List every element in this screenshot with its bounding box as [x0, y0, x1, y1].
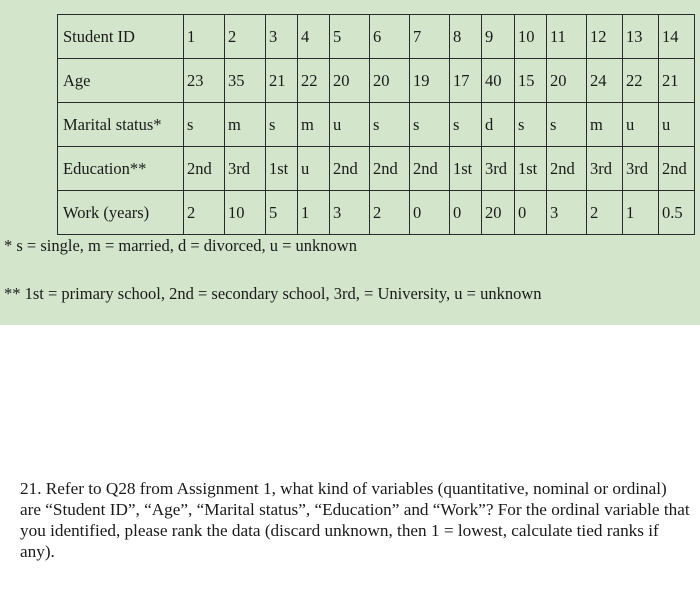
table-cell: s — [370, 103, 410, 147]
table-cell: 3rd — [482, 147, 515, 191]
table-cell: 11 — [547, 15, 587, 59]
table-cell: 2 — [184, 191, 225, 235]
row-header: Student ID — [58, 15, 184, 59]
table-cell: s — [450, 103, 482, 147]
table-cell: 20 — [370, 59, 410, 103]
table-row — [58, 191, 695, 235]
table-cell: 2nd — [370, 147, 410, 191]
table-cell: 20 — [330, 59, 370, 103]
row-header: Age — [58, 59, 184, 103]
table-cell: 1 — [298, 191, 330, 235]
table-cell: 0 — [410, 191, 450, 235]
table-cell: 2nd — [410, 147, 450, 191]
table-cell: 14 — [659, 15, 695, 59]
row-header: Marital status* — [58, 103, 184, 147]
table-cell: 2nd — [184, 147, 225, 191]
table-cell: 3 — [266, 15, 298, 59]
marital-status-legend: * s = single, m = married, d = divorced, u = unknown — [4, 236, 357, 255]
table-row — [58, 59, 695, 103]
table-cell: u — [330, 103, 370, 147]
table-cell: 4 — [298, 15, 330, 59]
table-cell: s — [547, 103, 587, 147]
table-cell: 24 — [587, 59, 623, 103]
table-cell: 0.5 — [659, 191, 695, 235]
table-cell: 5 — [330, 15, 370, 59]
table-cell: m — [298, 103, 330, 147]
table-cell: 3rd — [225, 147, 266, 191]
table-cell: 15 — [515, 59, 547, 103]
table-cell: s — [266, 103, 298, 147]
table-cell: d — [482, 103, 515, 147]
table-cell: 21 — [659, 59, 695, 103]
table-cell: 2 — [370, 191, 410, 235]
table-cell: 2nd — [547, 147, 587, 191]
table-cell: 20 — [547, 59, 587, 103]
table-cell: 10 — [225, 191, 266, 235]
table-row — [58, 15, 695, 59]
table-cell: 0 — [450, 191, 482, 235]
table-cell: 0 — [515, 191, 547, 235]
table-cell: m — [587, 103, 623, 147]
table-cell: 7 — [410, 15, 450, 59]
table-cell: 13 — [623, 15, 659, 59]
table-cell: 17 — [450, 59, 482, 103]
table-cell: 2 — [225, 15, 266, 59]
table-cell: 2nd — [330, 147, 370, 191]
table-cell: 3rd — [587, 147, 623, 191]
table-row — [58, 103, 695, 147]
table-cell: s — [515, 103, 547, 147]
table-cell: 10 — [515, 15, 547, 59]
table-cell: 1st — [450, 147, 482, 191]
table-cell: 2 — [587, 191, 623, 235]
table-cell: 19 — [410, 59, 450, 103]
table-cell: s — [184, 103, 225, 147]
table-cell: 12 — [587, 15, 623, 59]
table-cell: 22 — [623, 59, 659, 103]
table-cell: 1st — [266, 147, 298, 191]
question-21: 21. Refer to Q28 from Assignment 1, what kind of variables (quantitative, nominal or ordinal) are “Student ID”, “Age”, “Marital status”, “Education” and “Work”? For the ordinal variable that you identified, please rank the data (discard unknown, then 1 = lowest, calculate tied ranks if any). — [20, 479, 690, 561]
education-legend: ** 1st = primary school, 2nd = secondary school, 3rd, = University, u = unknown — [4, 284, 542, 303]
table-cell: u — [623, 103, 659, 147]
table-cell: 2nd — [659, 147, 695, 191]
table-cell: u — [659, 103, 695, 147]
row-header: Work (years) — [58, 191, 184, 235]
table-cell: 40 — [482, 59, 515, 103]
table-cell: 6 — [370, 15, 410, 59]
table-row — [58, 147, 695, 191]
table-cell: s — [410, 103, 450, 147]
table-cell: 20 — [482, 191, 515, 235]
table-cell: 8 — [450, 15, 482, 59]
table-cell: 9 — [482, 15, 515, 59]
table-cell: u — [298, 147, 330, 191]
table-cell: 22 — [298, 59, 330, 103]
table-cell: 3 — [547, 191, 587, 235]
student-data-table — [57, 14, 695, 235]
table-cell: 3 — [330, 191, 370, 235]
table-cell: 35 — [225, 59, 266, 103]
table-cell: 3rd — [623, 147, 659, 191]
table-cell: 23 — [184, 59, 225, 103]
table-cell: 1 — [623, 191, 659, 235]
table-cell: m — [225, 103, 266, 147]
table-cell: 5 — [266, 191, 298, 235]
row-header: Education** — [58, 147, 184, 191]
table-cell: 1 — [184, 15, 225, 59]
table-cell: 21 — [266, 59, 298, 103]
table-cell: 1st — [515, 147, 547, 191]
